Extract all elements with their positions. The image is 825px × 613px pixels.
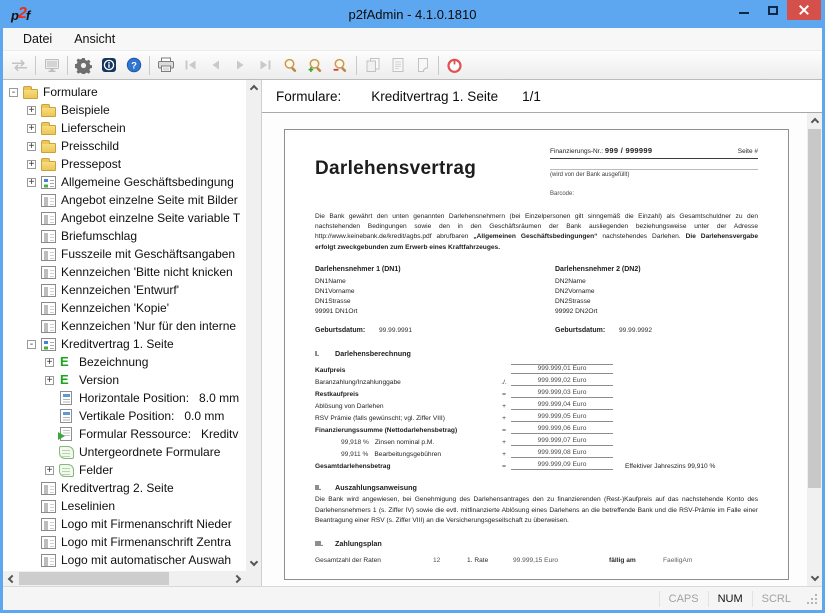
no-expander [45,430,54,439]
svg-text:?: ? [130,60,137,72]
main-area [3,80,822,586]
folder-icon [41,107,56,117]
zoom-in-icon[interactable] [303,54,328,77]
toolbar-separator [35,56,36,75]
settings-gear-icon[interactable] [71,54,96,77]
tree-item-angebot-variable[interactable] [3,209,246,227]
table-row: 99,911 % Bearbeitungsgebühren + 999.999,08 Euro [315,446,758,458]
form-gray-icon [41,536,56,549]
expand-icon[interactable] [45,358,54,367]
tree-item-label: Logo mit automatischer Auswah [61,553,232,567]
nav-last-icon[interactable] [253,54,278,77]
financing-block [550,146,758,197]
expand-icon[interactable] [27,178,36,187]
scroll-left-icon[interactable] [3,571,18,586]
tree-item-label: Logo mit Firmenanschrift Zentra [61,535,232,549]
tree-item-felder[interactable] [3,461,246,479]
dob-label: Geburtsdatum: [315,326,366,334]
no-expander [27,538,36,547]
borrower-2-street: DN2Strasse [555,298,591,306]
page-placeholder: Seite # [737,148,758,155]
borrower-2-firstname: DN2Vorname [555,288,595,296]
table-row: RSV Prämie (falls gewünscht; vgl. Ziffer VIII) + 999.999,05 Euro [315,410,758,422]
no-expander [27,286,36,295]
form-tree [3,80,246,571]
form-icon [41,338,56,351]
tree-item-label: Bezeichnung [79,355,149,369]
expand-icon[interactable] [45,466,54,475]
form-gray-icon [41,500,56,513]
chevron-down-icon [249,558,257,566]
table-row: Finanzierungssumme (Nettodarlehensbetrag) = 999.999,06 Euro [315,422,758,434]
tree-item-beispiele[interactable] [3,101,246,119]
tree-item-briefumschlag[interactable] [3,227,246,245]
chevron-right-icon [233,574,241,582]
form-gray-icon [41,248,56,261]
tree-item-pressepost[interactable] [3,155,246,173]
scrollbar-thumb[interactable] [19,572,169,585]
tree-item-fusszeile[interactable] [3,245,246,263]
element-icon [59,373,74,387]
nav-prev-icon[interactable] [203,54,228,77]
borrower-1-street: DN1Strasse [315,298,351,306]
preview-page-indicator: 1/1 [522,88,541,104]
form-gray-icon [41,284,56,297]
tree-item-label: Horizontale Position: 8.0 mm [79,391,240,405]
preview-vertical-scrollbar[interactable] [807,113,822,586]
window-title: p2fAdmin - 4.1.0.1810 [348,6,477,22]
form-gray-icon [41,266,56,279]
tree-item-label: Kennzeichen 'Nur für den interne [61,319,237,333]
borrowers-section [315,265,758,337]
tree-item-label: Allgemeine Geschäftsbedingung [61,175,234,189]
scroll-icon [59,464,74,477]
form-gray-icon [41,554,56,567]
tree-item-label: Leselinien [61,499,116,513]
form-gray-icon [41,518,56,531]
borrower-1-firstname: DN1Vorname [315,288,355,296]
no-expander [45,394,54,403]
document-title: Darlehensvertrag [315,158,477,179]
tree-item-label: Beispiele [61,103,110,117]
collapse-icon[interactable] [27,340,36,349]
tree-item-kreditvertrag-1[interactable] [3,335,246,353]
document-icon[interactable] [385,54,410,77]
tree-horizontal-scrollbar[interactable] [3,571,246,586]
expand-icon[interactable] [27,106,36,115]
section-2-heading: II. Auszahlungsanweisung [315,483,417,493]
scroll-up-icon[interactable] [807,113,822,128]
preview-body [262,113,822,586]
due-value: FaelligAm [663,557,693,565]
folder-icon [41,125,56,135]
tree-item-label: Angebot einzelne Seite variable T [61,211,241,225]
tree-item-kennzeichen-intern[interactable] [3,317,246,335]
tree-item-label: Kreditvertrag 1. Seite [61,337,174,351]
tree-item-label: Preisschild [61,139,120,153]
tree-item-label: Fusszeile mit Geschäftsangaben [61,247,236,261]
tree-item-kennzeichen-entwurf[interactable] [3,281,246,299]
form-gray-icon [41,212,56,225]
zoom-out-icon[interactable] [328,54,353,77]
divider-line [550,158,758,159]
logo-letter: p [11,8,19,23]
menu-bar [3,28,822,51]
info-icon[interactable] [96,54,121,77]
scroll-up-icon[interactable] [246,80,261,95]
tree-item-horizontale-position[interactable] [3,389,246,407]
form-gray-icon [41,482,56,495]
caps-lock-indicator: CAPS [659,591,708,607]
scroll-down-icon[interactable] [246,556,261,571]
financing-number-label: Finanzierungs-Nr.: 999 / 999999 [550,146,653,155]
close-icon [798,4,810,16]
borrower-1-title: Darlehensnehmer 1 (DN1) [315,265,401,273]
close-button[interactable] [787,0,821,20]
table-row: Baranzahlung/Inzahlunggabe ./. 999.999,02 Euro [315,374,758,386]
no-expander [27,484,36,493]
document-header [315,146,758,197]
copy-icon[interactable] [360,54,385,77]
tree-vertical-scrollbar[interactable] [246,80,261,571]
tree-item-label: Briefumschlag [61,229,138,243]
barcode-label: Barcode: [550,191,575,197]
status-bar [3,586,822,610]
financing-number-value: 999 / 999999 [604,146,653,155]
section-3-heading: III. Zahlungsplan [315,539,382,549]
tree-item-formulare[interactable] [3,83,246,101]
loan-calculation-table [315,362,758,470]
bank-fill-note: (wird von der Bank ausgefüllt) [550,172,630,178]
tree-item-vertikale-position[interactable] [3,407,246,425]
tree-item-label: Kennzeichen 'Entwurf' [61,283,179,297]
toolbar-separator [149,56,150,75]
chevron-left-icon [8,574,16,582]
borrower-2-name: DN2Name [555,278,586,286]
tree-item-formular-ressource[interactable] [3,425,246,443]
collapse-icon[interactable] [9,88,18,97]
no-expander [27,232,36,241]
table-row: Gesamtdarlehensbetrag = 999.999,09 Euro Effektiver Jahreszins 99,910 % [315,461,716,471]
tree-item-label: Untergeordnete Formulare [79,445,221,459]
scroll-down-icon[interactable] [807,571,822,586]
nav-first-icon[interactable] [178,54,203,77]
menu-datei[interactable]: Datei [23,32,53,46]
table-row: 99,918 % Zinsen nominal p.M. + 999.999,07 Euro [315,434,758,446]
borrower-1-city: 99991 DN1Ort [315,308,358,316]
toolbar-separator [67,56,68,75]
no-expander [45,448,54,457]
tree-item-label: Kennzeichen 'Kopie' [61,301,169,315]
scroll-lock-indicator: SCRL [752,591,800,607]
tree-item-label: Kreditvertrag 2. Seite [61,481,174,495]
minimize-icon [739,12,749,14]
preview-form-name: Kreditvertrag 1. Seite [371,88,499,104]
table-row: Restkaufpreis = 999.999,03 Euro [315,386,758,398]
raten-value: 12 [433,557,441,565]
menu-ansicht[interactable]: Ansicht [74,32,116,46]
no-expander [27,250,36,259]
tree-item-label: Angebot einzelne Seite mit Bilder [61,193,238,207]
tree-item-label: Pressepost [61,157,122,171]
transfer-icon[interactable] [7,54,32,77]
tree-item-preisschild[interactable] [3,137,246,155]
toolbar-separator [356,56,357,75]
no-expander [27,556,36,565]
dob-label: Geburtsdatum: [555,326,606,334]
tree-item-kennzeichen-knicken[interactable] [3,263,246,281]
borrower-1-block [315,265,555,337]
tree-item-version[interactable] [3,371,246,389]
form-gray-icon [41,230,56,243]
table-row: Ablösung von Darlehen + 999.999,04 Euro [315,398,758,410]
nav-next-icon[interactable] [228,54,253,77]
tree-item-logo-niederlassung[interactable] [3,515,246,533]
no-expander [27,196,36,205]
tree-item-label: Version [79,373,120,387]
title-bar [3,0,822,28]
due-label: fällig am [609,557,636,565]
monitor-icon[interactable] [39,54,64,77]
tree-item-label: Logo mit Firmenanschrift Nieder [61,517,232,531]
expand-icon[interactable] [27,124,36,133]
payment-plan-row [315,557,758,564]
no-expander [27,502,36,511]
no-expander [27,520,36,529]
expand-icon[interactable] [27,160,36,169]
resize-grip[interactable] [804,590,820,608]
preview-header [262,80,822,113]
no-expander [27,268,36,277]
form-gray-icon [41,194,56,207]
tree-item-label: Lieferschein [61,121,126,135]
form-gray-icon [41,320,56,333]
tree-item-agb[interactable] [3,173,246,191]
print-icon[interactable] [153,54,178,77]
property-icon [60,391,72,405]
table-row: Kaufpreis 999.999,01 Euro [315,362,758,374]
expand-icon[interactable] [27,142,36,151]
borrower-2-title: Darlehensnehmer 2 (DN2) [555,265,641,273]
tree-item-logo-automatisch[interactable] [3,551,246,569]
exit-power-icon[interactable] [442,54,467,77]
maximize-button[interactable] [758,0,787,20]
form-gray-icon [41,302,56,315]
num-lock-indicator: NUM [708,591,752,607]
preview-label: Formulare: [276,88,342,104]
rate1-value: 99.999,15 Euro [513,557,559,565]
chevron-down-icon [810,573,818,581]
folder-icon [41,143,56,153]
tree-item-untergeordnete-formulare[interactable] [3,443,246,461]
window-controls [729,0,821,20]
form-icon [41,176,56,189]
tree-item-label: Kennzeichen 'Bitte nicht knicken [61,265,233,279]
maximize-icon [768,6,778,15]
dob-value: 99.99.9991 [379,326,413,334]
tree-item-kreditvertrag-2[interactable] [3,479,246,497]
scroll-icon [59,446,74,459]
borrower-2-city: 99992 DN2Ort [555,308,598,316]
no-expander [27,322,36,331]
tree-item-lieferschein[interactable] [3,119,246,137]
section-1-heading: I. Darlehensberechnung [315,349,411,359]
tree-item-label: Formular Ressource: Kreditv [79,427,239,441]
form-tree-panel [3,80,261,586]
expand-icon[interactable] [45,376,54,385]
tree-item-logo-zentrale[interactable] [3,533,246,551]
toolbar [3,51,822,80]
no-expander [45,412,54,421]
page-curl-icon[interactable] [410,54,435,77]
chevron-up-icon [810,118,818,126]
help-icon[interactable] [121,54,146,77]
tree-item-bezeichnung[interactable] [3,353,246,371]
resource-icon [60,427,72,441]
preview-panel [261,80,822,586]
tree-item-label: Vertikale Position: 0.0 mm [79,409,225,423]
document-page [284,129,789,580]
app-logo-icon [11,5,30,23]
scrollbar-thumb[interactable] [808,129,821,488]
tree-item-label: Felder [79,463,114,477]
intro-paragraph: Die Bank gewährt den unten genannten Darlehensnehmern (bei Einzelpersonen gilt sinngemäß die Einzahl) als Gesamtschuldner zu den nachstehenden Bedingungen sowie den in den Geschäftsräumen der Bank ausliegenden beziehungsweise unter der Adresse http://www.keinebank.de/kredit/agbs.pdf abrufbaren „Allgemeinen Geschäftsbedingungen“ nachstehendes Darlehen. Die Darlehensvergabe erfolgt zweckgebunden zum Erwerb eines Kraftfahrzeuges. [315,213,758,251]
no-expander [27,214,36,223]
borrower-2-block [555,265,758,337]
tree-item-label: Formulare [43,85,98,99]
property-icon [60,409,72,423]
scroll-right-icon[interactable] [231,571,246,586]
divider-line [550,169,758,170]
dob-value: 99.99.9992 [619,326,653,334]
element-icon [59,355,74,369]
logo-letter: f [25,8,31,23]
rate1-label: 1. Rate [467,557,489,565]
tree-item-leselinien[interactable] [3,497,246,515]
tree-item-kennzeichen-kopie[interactable] [3,299,246,317]
section-2-body: Die Bank wird angewiesen, bei Genehmigung des Darlehensantrages den zu finanzierenden (Rest-)Kaufpreis auf das nachstehende Konto des Darlehensnehmers 1 (s. Ziffer IV) sowie die evtl. mitfinanzierte Ablösung eines Darlehens an die betreffende Bank und die RSV-Prämie im Falle einer Beantragung einer RSV (s. Ziffer VIII) an die Versicherungsgesellschaft zu überweisen. [315,496,758,524]
no-expander [27,304,36,313]
borrower-1-name: DN1Name [315,278,346,286]
folder-icon [23,89,38,99]
scrollbar-corner [246,571,261,586]
toolbar-separator [438,56,439,75]
chevron-up-icon [249,85,257,93]
folder-icon [41,161,56,171]
tree-item-angebot-bilder[interactable] [3,191,246,209]
zoom-icon[interactable] [278,54,303,77]
raten-label: Gesamtzahl der Raten [315,557,381,565]
logo-letter-accent: 2 [17,5,27,22]
minimize-button[interactable] [729,0,758,20]
